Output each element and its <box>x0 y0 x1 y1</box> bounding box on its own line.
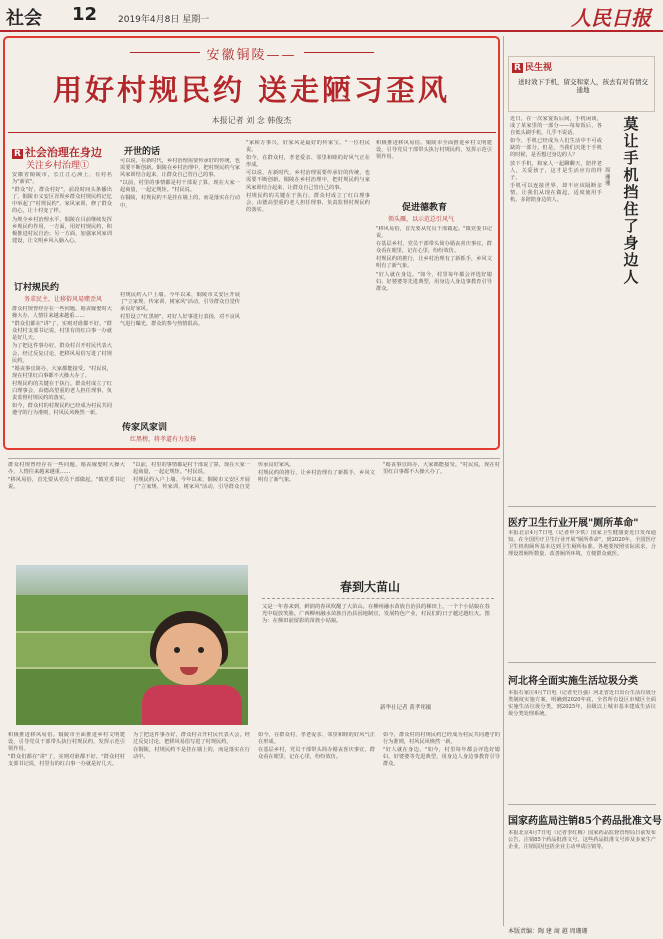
column-badge: R <box>14 149 21 159</box>
photo-caption: 又是一年春来到，鲜润的春风吹醒了大苗山。在柳州融水苗族自治县的梯田上，一个个小姑娘在春光中绽放笑脸。广西柳州融水苗族自治县因地制宜，发展特色产业，村民们的日子越过越红火。图为：在梯田前留影的苗族小姑娘。 <box>262 604 490 625</box>
news-2-body: 本报石家庄4月7日电（记者史自强）河北省近日出台生活垃圾分类制度实施方案，明确到2020年底，全省所有设区市城区全面实施生活垃圾分类，到2025年，县级以上城市基本建成生活垃圾分类处理系统。 <box>508 690 656 718</box>
body-paragraph: 村规民约的推行，让乡村治理有了新抓手，乡风文明有了新气象。 <box>376 256 492 270</box>
intro-paragraph: 为规全乡村治理水平，铜陵在目前继续发挥乡规民约作用，一方面，用好村规民约，积极推进村民自治；另一方面，加强家风家训建设，让文明乡风入脑入心。 <box>12 216 112 244</box>
news-3-title[interactable]: 国家药监局注销85个药品批准文号 <box>508 816 662 827</box>
body-paragraph: 如今，在群众村，孝老爱亲、邻里和睦的好风气正在形成。 <box>258 732 375 746</box>
girl-eye <box>174 647 180 653</box>
newspaper-logo: 人民日报 <box>571 6 651 30</box>
girl-shirt <box>142 685 242 725</box>
headline-rule <box>8 132 496 133</box>
lead-byline: 本报记者 刘 念 韩俊杰 <box>211 116 292 125</box>
body-paragraph: 积极推进移风易俗。铜陵市全面推进乡村文明建设，引导党员干部带头执行村规民约，发挥示范引领作用。 <box>8 732 125 753</box>
body-paragraph: "家和万事兴，好家风是最好的传家宝。"一位村民说。 <box>246 140 370 154</box>
body-paragraph: 放下手机，和家人一起聊聊天，陪伴老人，关爱孩子，这才是生活应有的样子。 <box>510 160 602 181</box>
news-1-title[interactable]: 医疗卫生行业开展"厕所革命" <box>508 518 639 529</box>
column-name: 社会治理在身边 <box>24 146 102 159</box>
section-name: 社会 <box>6 8 42 29</box>
body-paragraph: 如今，手机已经成为人们生活中不可或缺的一部分。但是，当我们沉迷于手机的时候，是否想过身边的人？ <box>510 138 602 159</box>
news-divider <box>508 662 656 663</box>
livelihood-tag-text: 民生视 <box>524 63 552 73</box>
news-divider <box>508 506 656 507</box>
opinion-body <box>510 116 602 502</box>
column-3-text <box>246 140 370 440</box>
girl-face <box>156 623 222 685</box>
body-paragraph: "群众们都在"讲"了，实则对谁都不好。"群众村村支部书记说，村里有的红白事一办就是好几天。 <box>8 754 125 768</box>
column-2b-text <box>120 292 240 420</box>
livelihood-tag <box>512 60 552 73</box>
column-4-top-text <box>376 140 492 196</box>
body-paragraph: "以前，村里的事情都是村干部说了算，现在大家一起商量，一起定规矩。"村民说。 <box>120 180 240 194</box>
column-4-text <box>376 226 492 444</box>
body-paragraph: 村规民约入户上墙。今年以来，铜陵市义安区开展了"立家规、传家训、树家风"活动，引导群众自觉传承良好家风。 <box>120 292 240 313</box>
livelihood-box-text: 送时效下手机，留交和家人，孩去有对有情交通地 <box>518 78 648 94</box>
column-2-text <box>120 158 240 286</box>
body-paragraph: 为了把这件事办好，群众村召开村民代表大会，经过反复讨论，把移风易俗写进了村规民约。 <box>133 732 250 746</box>
subheading-1-sub: 务求民主，让移俗风易赌歪风 <box>24 296 103 303</box>
body-paragraph: 群众村规曾经存在一些问题。婚丧嫁娶时大操大办，人情往来越来越重…… <box>8 462 125 476</box>
livelihood-badge: R <box>514 63 521 73</box>
caption-divider <box>262 598 494 599</box>
subheading-1: 订村规民约 <box>14 283 60 293</box>
body-paragraph: 村规民约的关键在于执行。群众村成立了红白理事会，由德高望重的老人担任理事，负责监督村规民约的落实。 <box>246 192 370 213</box>
body-paragraph: "以前，村里的事情都是村干部说了算，现在大家一起商量，一起定规矩。"村民说。 <box>133 462 250 476</box>
subheading-2: 开世的话 <box>124 147 161 157</box>
subheading-3-sub: 红黑榜，将孝道有力发扬 <box>130 436 197 443</box>
editor-footer: 本版责编：陶 建 商 越 周珊珊 <box>508 928 588 935</box>
subheading-4: 促进德教育 <box>402 203 448 213</box>
girl-eye <box>198 647 204 653</box>
news-3-body: 本报北京4月7日电（记者李红梅）国家药品监督管理局日前发布公告，注销85个药品批准文号。这些药品批准文号涉及多家生产企业，注销原因包括企业主动申请注销等。 <box>508 830 656 851</box>
column-divider <box>503 36 504 926</box>
body-paragraph: 在铜陵，村规民约不是挂在墙上的，而是落实在行动中。 <box>120 195 240 209</box>
body-paragraph: 手机可以连接世界，却不应该隔断亲情。让我们从现在做起，适度使用手机，多陪陪身边的人。 <box>510 182 602 204</box>
body-paragraph: 可以说，在新时代，乡村治理需要传承好的传统，也需要不断创新。铜陵在乡村治理中，把村规民约与家风家训结合起来，让群众自己管自己的事。 <box>120 158 240 179</box>
photo-story-image[interactable] <box>16 565 248 725</box>
body-paragraph: 可以说，在新时代，乡村治理需要传承好的传统，也需要不断创新。铜陵在乡村治理中，把村规民约与家风家训结合起来，让群众自己管自己的事。 <box>246 170 370 191</box>
body-paragraph: "婚丧事宜简办，大家都能接受。"村民说，现在村里红白事都不大操大办了。 <box>12 365 112 379</box>
news-1-body: 本报北京4月7日电（记者申少铁）国家卫生健康委近日发布通知，在全国医疗卫生行业开展"厕所革命"，到2020年，全国医疗卫生机构厕所基本达到卫生厕所标准。各地要按照实际需求，合理设置厕所数量，改善厕所环境，方便群众就医。 <box>508 530 656 558</box>
body-paragraph: 近日，在一次家宴饭后间，手机闲谈，成了某家里的一部分——每每饭后，各自低头刷手机，几乎不说话。 <box>510 116 602 137</box>
news-divider <box>508 804 656 805</box>
body-paragraph: "群众们都在"讲"了，实则对谁都不好。"群众村村支部书记说，村里有的红白事一办就是好几天。 <box>12 321 112 342</box>
page-header <box>0 0 663 32</box>
column-subtitle: 关注乡村治理① <box>26 161 90 171</box>
photo-credit: 新华社记者 黄孝邦摄 <box>380 705 432 711</box>
body-paragraph: 群众村规曾经存在一些问题。婚丧嫁娶时大操大办，人情往来越来越重…… <box>12 306 112 320</box>
opinion-author: 周珊珊 <box>605 168 611 187</box>
body-paragraph: 如今，群众村的村规民约已经成为村民共同遵守的行为准则，村风民风焕然一新。 <box>383 732 500 746</box>
intro-paragraph: "群众"好，群众村好"。前段时间头条播出了，铜陵市义安区胥坝乡群众村规民约记忆中举起了"村规民约"、家风家训，修了群众的心，让十村变了样。 <box>12 187 112 215</box>
lower-divider <box>8 458 500 459</box>
body-paragraph: 如今，在群众村，孝老爱亲、邻里和睦的好风气正在形成。 <box>246 155 370 169</box>
photo-story-title[interactable]: 春到大苗山 <box>340 580 401 594</box>
issue-date: 2019年4月8日 星期一 <box>118 15 210 25</box>
body-paragraph: 为了把这件事办好，群众村召开村民代表大会，经过反复讨论，把移风易俗写进了村规民约。 <box>12 343 112 364</box>
photo-sky <box>16 565 248 595</box>
girl-figure <box>136 605 248 725</box>
body-paragraph: 在基层乡村，党员干部带头简办婚丧喜庆事宜，群众看在眼里，记在心里，纷纷效仿。 <box>258 747 375 761</box>
body-paragraph: 村里设立"红黑榜"，对好人好事进行表扬，对不良风气进行曝光，群众的参与热情很高。 <box>120 314 240 328</box>
body-paragraph: 在基层乡村，党员干部带头简办婚丧喜庆事宜，群众看在眼里，记在心里，纷纷效仿。 <box>376 241 492 255</box>
body-paragraph: 村规民约的关键在于执行。群众村成立了红白理事会，由德高望重的老人担任理事，负责监督村规民约的落实。 <box>12 380 112 402</box>
body-paragraph: "移风易俗，首先要从党员干部做起。"镇党委书记说。 <box>376 226 492 240</box>
lead-kicker: 安徽铜陵—— <box>206 48 297 63</box>
body-paragraph: "好人就在身边。"如今，村里每年都会评选好媳妇、好婆婆等先进典型，用身边人身边事教育引导群众。 <box>383 747 500 768</box>
body-paragraph: 积极推进移风易俗。铜陵市全面推进乡村文明建设，引导党员干部带头执行村规民约，发挥示范引领作用。 <box>376 140 492 161</box>
body-paragraph: "好人就在身边。"如今，村里每年都会评选好媳妇、好婆婆等先进典型，用身边人身边事教育引导群众。 <box>376 271 492 292</box>
column-1-text <box>12 306 112 444</box>
body-paragraph: 在铜陵，村规民约不是挂在墙上的，而是落实在行动中。 <box>133 747 250 761</box>
body-paragraph: "婚丧事宜简办，大家都能接受。"村民说，现在村里红白事都不大操大办了。 <box>383 462 500 476</box>
body-paragraph: 如今，群众村的村规民约已经成为村民共同遵守的行为准则，村风民风焕然一新。 <box>12 403 112 417</box>
news-2-title[interactable]: 河北将全面实施生活垃圾分类 <box>508 676 638 687</box>
intro-paragraph: 安徽省铜陵市，长江江心洲上，有村名为"新农"。 <box>12 172 112 186</box>
page-number: 12 <box>72 4 98 25</box>
body-paragraph: 村规民约的推行，让乡村治理有了新抓手，乡风文明有了新气象。 <box>258 470 375 484</box>
opinion-title[interactable]: 莫让手机挡住了身边人 <box>623 115 639 286</box>
lead-headline[interactable]: 用好村规民约 送走陋习歪风 <box>52 73 451 107</box>
bottom-article-text <box>8 732 500 922</box>
body-paragraph: 村规民约入户上墙。今年以来，铜陵市义安区开展了"立家规、传家训、树家风"活动，引导群众自觉传承良好家风。 <box>133 462 295 491</box>
intro-text <box>12 172 112 272</box>
lower-article-text <box>8 462 500 558</box>
body-paragraph: "移风易俗，首先要从党员干部做起。"镇党委书记说。 <box>8 477 125 491</box>
subheading-3: 传家风家训 <box>122 423 168 433</box>
subheading-4-sub: 领头雁，以示范总引风气 <box>388 216 455 223</box>
